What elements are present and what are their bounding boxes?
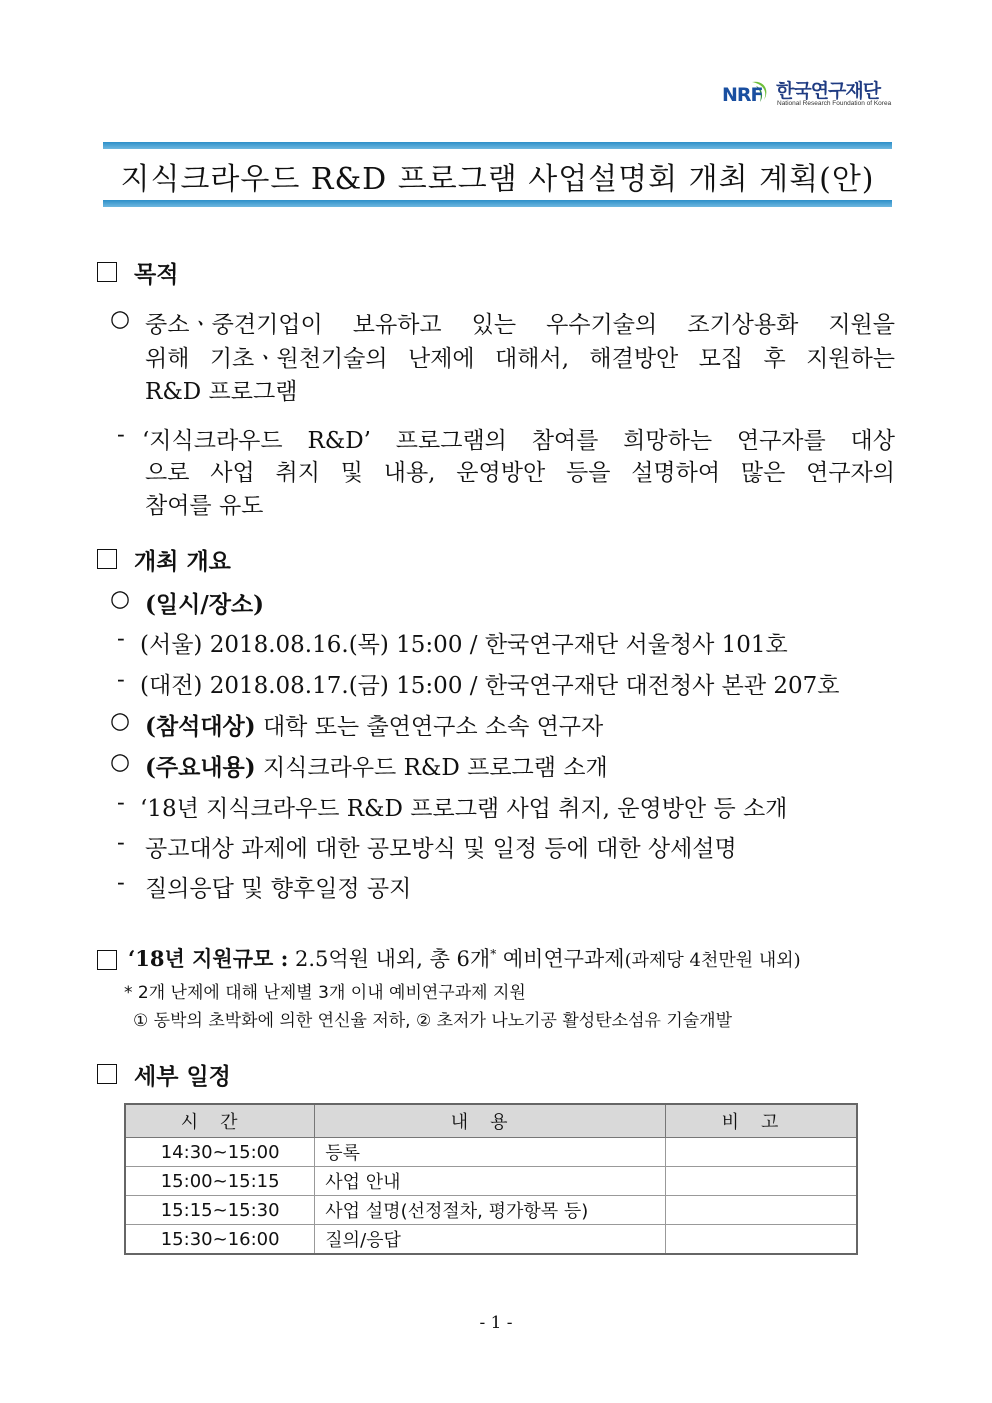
table-row bbox=[125, 1167, 857, 1196]
nrf-logo bbox=[722, 72, 902, 114]
row-time: 14:30~15:00 bbox=[125, 1138, 315, 1167]
dash-bullet: - bbox=[117, 626, 125, 652]
row-time: 15:15~15:30 bbox=[125, 1196, 315, 1225]
content-label: (주요내용) bbox=[145, 754, 256, 781]
dash-bullet: - bbox=[117, 667, 125, 693]
support-footnote-1: * 2개 난제에 대해 난제별 3개 이내 예비연구과제 지원 bbox=[124, 983, 526, 1003]
purpose-item-line-1: 중소ㆍ중견기업이 보유하고 있는 우수기술의 조기상용화 지원을 bbox=[145, 312, 895, 338]
section-heading-overview: 개최 개요 bbox=[134, 548, 231, 575]
logo-name-ko: 한국연구재단 bbox=[776, 80, 881, 102]
dash-bullet: - bbox=[117, 422, 125, 448]
target-text: 대학 또는 출연연구소 소속 연구자 bbox=[255, 714, 604, 740]
header-note: 비고 bbox=[666, 1104, 857, 1138]
dash-bullet: - bbox=[117, 790, 125, 816]
purpose-dash-line-1: ‘지식크라우드 R&D’ 프로그램의 참여를 희망하는 연구자를 대상 bbox=[142, 428, 895, 454]
schedule-table bbox=[124, 1103, 858, 1255]
section-heading-purpose: 목적 bbox=[134, 261, 179, 288]
table-row bbox=[125, 1225, 857, 1255]
dash-bullet: - bbox=[117, 870, 125, 896]
circle-bullet: ○ bbox=[110, 306, 131, 332]
support-note: (과제당 4천만원 내외) bbox=[624, 950, 801, 971]
row-content: 질의/응답 bbox=[315, 1225, 666, 1255]
header-time: 시간 bbox=[125, 1104, 315, 1138]
purpose-dash-line-3: 참여를 유도 bbox=[145, 493, 264, 519]
title-bar-bottom bbox=[103, 200, 892, 207]
page-title: 지식크라우드 R&D 프로그램 사업설명회 개최 계획(안) bbox=[120, 162, 875, 197]
support-sup: * bbox=[490, 947, 497, 961]
row-content: 사업 설명(선정절차, 평가항목 등) bbox=[315, 1196, 666, 1225]
when-label: (일시/장소) bbox=[145, 591, 265, 618]
circle-bullet: ○ bbox=[110, 749, 131, 775]
seoul-session: (서울) 2018.08.16.(목) 15:00 / 한국연구재단 서울청사 101호 bbox=[140, 632, 788, 658]
logo-name-en: National Research Foundation of Korea bbox=[777, 100, 892, 107]
row-content: 등록 bbox=[315, 1138, 666, 1167]
row-time: 15:30~16:00 bbox=[125, 1225, 315, 1255]
purpose-item-line-3: R&D 프로그램 bbox=[145, 379, 298, 405]
row-note bbox=[666, 1138, 857, 1167]
section-heading-schedule: 세부 일정 bbox=[134, 1063, 231, 1090]
page-number: - 1 - bbox=[479, 1313, 513, 1333]
dash-bullet: - bbox=[117, 830, 125, 856]
title-bar-top bbox=[103, 142, 892, 149]
support-footnote-2: ① 동박의 초박화에 의한 연신율 저하, ② 초저가 나노기공 활성탄소섬유 기술개발 bbox=[133, 1011, 733, 1031]
purpose-dash-line-2: 으로 사업 취지 및 내용, 운영방안 등을 설명하여 많은 연구자의 bbox=[145, 460, 895, 486]
support-label: ‘18년 지원규모 : bbox=[128, 946, 289, 971]
section-box-icon bbox=[97, 549, 117, 569]
content-item-1: ‘18년 지식크라우드 R&D 프로그램 사업 취지, 운영방안 등 소개 bbox=[140, 796, 788, 822]
table-row bbox=[125, 1138, 857, 1167]
logo-mark: NRF bbox=[722, 84, 763, 106]
header-content: 내용 bbox=[315, 1104, 666, 1138]
row-note bbox=[666, 1196, 857, 1225]
purpose-item-line-2: 위해 기초ㆍ원천기술의 난제에 대해서, 해결방안 모집 후 지원하는 bbox=[145, 346, 895, 372]
daejeon-session: (대전) 2018.08.17.(금) 15:00 / 한국연구재단 대전청사 본관 207호 bbox=[140, 673, 840, 699]
target-label: (참석대상) bbox=[145, 713, 256, 740]
support-line bbox=[128, 943, 801, 973]
row-note bbox=[666, 1167, 857, 1196]
row-content: 사업 안내 bbox=[315, 1167, 666, 1196]
circle-bullet: ○ bbox=[110, 586, 131, 612]
row-note bbox=[666, 1225, 857, 1255]
section-box-icon bbox=[97, 262, 117, 282]
support-text: 2.5억원 내외, 총 6개 bbox=[288, 947, 491, 971]
content-line bbox=[145, 749, 608, 782]
row-time: 15:00~15:15 bbox=[125, 1167, 315, 1196]
section-box-icon bbox=[97, 1064, 117, 1084]
content-text: 지식크라우드 R&D 프로그램 소개 bbox=[255, 755, 608, 781]
content-item-3: 질의응답 및 향후일정 공지 bbox=[145, 876, 412, 902]
table-row bbox=[125, 1196, 857, 1225]
support-text2: 예비연구과제 bbox=[496, 947, 625, 971]
circle-bullet: ○ bbox=[110, 708, 131, 734]
content-item-2: 공고대상 과제에 대한 공모방식 및 일정 등에 대한 상세설명 bbox=[145, 836, 737, 862]
section-box-icon bbox=[97, 950, 117, 970]
target-line bbox=[145, 708, 603, 741]
